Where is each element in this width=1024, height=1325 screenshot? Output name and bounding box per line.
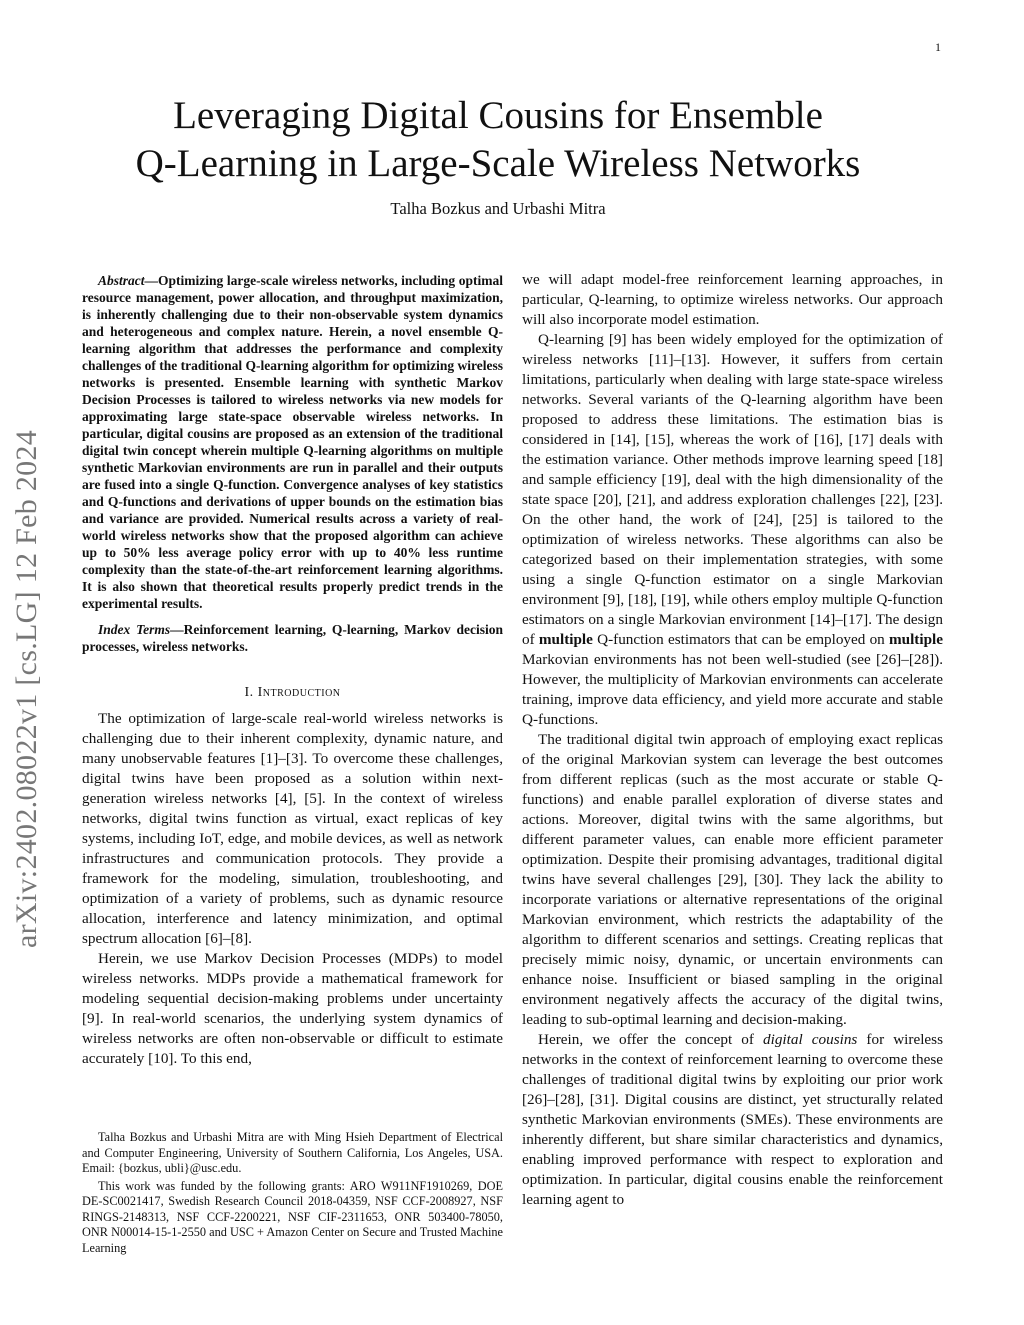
footnotes — [82, 1130, 503, 1256]
arxiv-identifier[interactable]: arXiv:2402.08022v1 [cs.LG] 12 Feb 2024 — [10, 429, 43, 948]
paragraph-text: Herein, we offer the concept of — [538, 1031, 764, 1048]
emphasis-multiple: multiple — [538, 631, 593, 648]
abstract — [82, 272, 503, 612]
index-terms-label: Index Terms — [98, 622, 171, 637]
section-heading-introduction — [82, 685, 503, 701]
section-numeral: I. — [244, 685, 254, 700]
title-line-2: Q-Learning in Large-Scale Wireless Networks — [135, 142, 861, 185]
intro-paragraph-2: Herein, we use Markov Decision Processes (MDPs) to model wireless networks. MDPs provide a mathematical framework for modeling sequential decision-making problems under uncertainty [9]. In real-world scenarios, the underlying system dynamics of wireless networks are often non-observable or difficult to estimate accurately [10]. To this end, — [82, 950, 503, 1067]
emphasis-multiple: multiple — [888, 631, 943, 648]
index-terms — [82, 621, 503, 655]
abstract-label: Abstract — [98, 273, 145, 288]
abstract-text: —Optimizing large-scale wireless networks, including optimal resource management, power allocation, and throughput maximization, is inherently challenging due to their non-observable system dynamics and heterogeneous and complex nature. Herein, a novel ensemble Q-learning algorithm that addresses the performance and complexity challenges of the traditional Q-learning algorithm for optimizing wireless networks is presented. Ensemble learning with synthetic Markov Decision Processes is tailored to wireless networks via new models for approximating large state-space observable wireless networks. In particular, digital cousins are proposed as an extension of the traditional digital twin concept wherein multiple Q-learning algorithms on multiple synthetic Markovian environments are run in parallel and their outputs are fused into a single Q-function. Convergence analyses of key statistics and Q-functions and derivations of upper bounds on the estimation bias and variance are provided. Numerical results across a variety of real-world wireless networks show that the proposed algorithm can achieve up to 50% less average policy error with up to 40% less runtime complexity than the state-of-the-art reinforcement learning algorithms. It is also shown that theoretical results properly predict trends in the experimental results. — [82, 273, 503, 611]
index-terms-text: —Reinforcement learning, Q-learning, Markov decision processes, wireless networks. — [82, 622, 504, 654]
intro-paragraph-3: we will adapt model-free reinforcement learning approaches, in particular, Q-learning, to optimize wireless networks. Our approach will also incorporate model estimation. — [522, 271, 943, 328]
page-number: 1 — [935, 40, 941, 54]
intro-paragraph-6 — [522, 1030, 943, 1210]
paragraph-text: Q-learning [9] has been widely employed for the optimization of wireless networks [11]–[13]. However, it suffers from certain limitations, particularly when dealing with large state-space wireless networks. Several variants of the Q-learning algorithm have been proposed to address these limitations. The estimation bias is considered in [14], [15], whereas the work of [16], [17] deals with the estimation variance. Other methods improve learning speed [18] and sample efficiency [19], deal with the high dimensionality of the state space [20], [21], and address exploration challenges [22], [23]. On the other hand, the work of [24], [25] is tailored to the optimization of wireless networks. These algorithms can also be categorized based on their implementation strategies, with some using a single Q-function estimator on a single Markovian environment [9], [18], [19], while others employ multiple Q-function estimators on a single Markovian environment [14]–[17]. The design of — [522, 331, 943, 648]
intro-paragraph-5: The traditional digital twin approach of employing exact replicas of the original Markovian system can leverage the best outcomes from different replicas (such as the most accurate or stable Q-functions) and enable parallel exploration of diverse states and actions. Moreover, digital twins with the same algorithms, but different parameter values, can enable more efficient parameter optimization. Despite their promising advantages, traditional digital twins have several challenges [29], [30]. They lack the ability to incorporate variations or alternative representations of the original Markovian environment, which restricts the adaptability of the algorithm to different scenarios and settings. Creating replicas that precisely mimic noisy, dynamic, or uncertain environments can enhance noise. Insufficient or biased sampling in the original environment negatively affects the accuracy of the digital twins, leading to sub-optimal learning and decision-making. — [522, 731, 943, 1028]
intro-paragraph-1: The optimization of large-scale real-world wireless networks is challenging due to their inherent complexity, dynamic nature, and many unobservable features [1]–[3]. To overcome these challenges, digital twins have been proposed as a solution within next-generation wireless networks [4], [5]. In the context of wireless networks, digital twins function as virtual, exact replicas of key systems, including IoT, edge, and mobile devices, as well as network infrastructures and communication protocols. They provide a framework for the modeling, simulation, troubleshooting, and optimization of a variety of problems, such as dynamic resource allocation, interference and latency minimization, and optimal spectrum allocation [6]–[8]. — [82, 710, 503, 947]
section-title: Introduction — [257, 685, 341, 700]
right-column — [522, 270, 943, 1210]
footnote-funding: This work was funded by the following grants: ARO W911NF1910269, DOE DE-SC0021417, Swedish Research Council 2018-04359, NSF CCF-2008927, NSF RINGS-2148313, NSF CCF-2200221, NSF CIF-2311653, ONR 503400-78050, ONR N00014-15-1-2550 and USC + Amazon Center on Secure and Trusted Machine Learning — [82, 1178, 503, 1255]
left-column — [82, 272, 503, 1069]
author-list: Talha Bozkus and Urbashi Mitra — [390, 199, 606, 218]
intro-paragraph-4 — [522, 330, 943, 730]
emphasis-digital-cousins: digital cousins — [763, 1031, 858, 1048]
title-line-1: Leveraging Digital Cousins for Ensemble — [173, 94, 823, 137]
paper-title — [90, 92, 906, 188]
paragraph-text: for wireless networks in the context of reinforcement learning to overcome these challenges of traditional digital twins by exploiting our prior work [26]–[28], [31]. Digital cousins are distinct, yet structurally related synthetic Markovian environments (SMEs). These environments are inherently different, but share similar characteristics and dynamics, enabling improved performance with respect to exploration and optimization. In particular, digital cousins enable the reinforcement learning agent to — [522, 1031, 943, 1208]
paragraph-text: Markovian environments has not been well-studied (see [26]–[28]). However, the multiplicity of Markovian environments can accelerate training, improve data efficiency, and yield more accurate and stable Q-functions. — [522, 651, 943, 728]
footnote-affiliation: Talha Bozkus and Urbashi Mitra are with Ming Hsieh Department of Electrical and Computer Engineering, University of Southern California, Los Angeles, USA. Email: {bozkus, ubli}@usc.edu. — [82, 1130, 503, 1175]
paragraph-text: Q-function estimators that can be employed on — [592, 631, 889, 648]
